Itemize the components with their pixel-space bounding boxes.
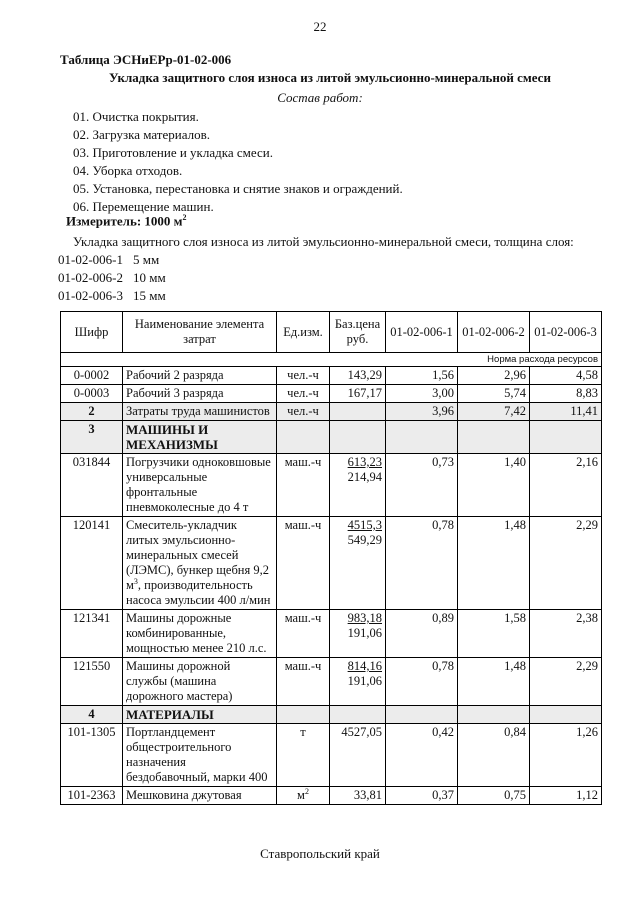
cell-code: 120141 [61,517,123,610]
empty-cell [330,706,386,724]
footer-region: Ставропольский край [260,846,380,861]
price-upper: 613,23 [347,455,382,469]
price-upper: 814,16 [347,659,382,673]
cell-value-2: 0,84 [458,724,530,787]
cell-value-1: 0,78 [386,658,458,706]
cell-price: 167,17 [330,385,386,403]
cell-unit [277,724,330,787]
cell-value-2: 0,75 [458,787,530,805]
works-title: Состав работ: [277,90,363,105]
empty-cell [386,706,458,724]
cell-price [330,610,386,658]
price-upper: 4515,3 [347,518,382,532]
page-number: 22 [313,19,327,34]
header-price: Баз.цена руб. [330,312,386,353]
cell-value-1: 0,78 [386,517,458,610]
section-row-machines [61,421,602,454]
cell-code: 121341 [61,610,123,658]
cell-value-1: 3,00 [386,385,458,403]
section-title: МАТЕРИАЛЫ [123,706,277,724]
works-item: 05. Установка, перестановка и снятие знаков и ограждений. [73,181,403,196]
cell-unit: чел.-ч [277,385,330,403]
cell-name: Затраты труда машинистов [123,403,277,421]
cell-value-3: 4,58 [530,367,602,385]
variant-item [58,269,166,287]
cell-value-2: 1,48 [458,658,530,706]
variant-value: 15 мм [133,288,166,303]
name-sup: 3 [133,576,138,586]
works-item: 03. Приготовление и укладка смеси. [73,145,273,160]
header-unit: Ед.изм. [277,312,330,353]
cell-unit [277,787,330,805]
section-code: 3 [61,421,123,454]
description: Укладка защитного слоя износа из литой эмульсионно-минеральной смеси, толщина слоя: [73,234,574,249]
section-row-materials [61,706,602,724]
norm-label: Норма расхода ресурсов [61,353,602,367]
variant-item [58,287,166,305]
works-item: 04. Уборка отходов. [73,163,183,178]
cell-value-3: 11,41 [530,403,602,421]
measure-sup: 2 [182,213,187,222]
variant-value: 10 мм [133,270,166,285]
variant-item [58,251,166,269]
empty-cell [277,421,330,454]
cell-value-3: 2,16 [530,454,602,517]
cell-value-1: 0,73 [386,454,458,517]
norm-row [61,353,602,367]
cell-name: Портландцемент общестроительного назначения бездобавочный, марки 400 [123,724,277,787]
cell-name [123,517,277,610]
variants-list [58,251,166,305]
cell-code: 2 [61,403,123,421]
table-row [61,787,602,805]
price-upper: 983,18 [347,611,382,625]
variant-code: 01-02-006-2 [58,270,123,285]
cell-value-1: 0,89 [386,610,458,658]
cell-value-2: 1,48 [458,517,530,610]
cell-price [330,403,386,421]
works-item: 01. Очистка покрытия. [73,109,199,124]
cell-name: Машины дорожной службы (машина дорожного мастера) [123,658,277,706]
cell-value-3: 2,38 [530,610,602,658]
resources-table [60,311,602,805]
cell-price [330,517,386,610]
header-col1: 01-02-006-1 [386,312,458,353]
cell-value-2: 5,74 [458,385,530,403]
cell-value-3: 8,83 [530,385,602,403]
cell-unit: маш.-ч [277,454,330,517]
empty-cell [277,706,330,724]
cell-price [330,454,386,517]
cell-name: Машины дорожные комбинированные, мощностью менее 210 л.с. [123,610,277,658]
header-code: Шифр [61,312,123,353]
variant-value: 5 мм [133,252,160,267]
cell-value-1: 0,42 [386,724,458,787]
cell-unit: маш.-ч [277,517,330,610]
cell-unit: маш.-ч [277,610,330,658]
price-lower: 549,29 [347,533,382,547]
cell-price: 4527,05 [330,724,386,787]
header-name: Наименование элемента затрат [123,312,277,353]
cell-value-3: 2,29 [530,658,602,706]
cell-value-1: 3,96 [386,403,458,421]
works-list [73,108,403,216]
cell-value-1: 1,56 [386,367,458,385]
measure-unit [66,213,187,229]
section-code: 4 [61,706,123,724]
table-row [61,610,602,658]
cell-price: 33,81 [330,787,386,805]
table-code: Таблица ЭСНиЕРр-01-02-006 [60,52,232,67]
cell-code: 0-0003 [61,385,123,403]
cell-value-2: 1,58 [458,610,530,658]
measure-label: Измеритель: 1000 м [66,213,183,229]
variant-code: 01-02-006-3 [58,288,123,303]
cell-value-2: 1,40 [458,454,530,517]
cell-value-3: 1,12 [530,787,602,805]
cell-price [330,658,386,706]
section-title: МАШИНЫ И МЕХАНИЗМЫ [123,421,277,454]
variant-code: 01-02-006-1 [58,252,123,267]
cell-value-2: 2,96 [458,367,530,385]
table-row [61,403,602,421]
cell-unit: маш.-ч [277,658,330,706]
unit-sup: 2 [304,786,309,796]
name-part: Смеситель-укладчик литых эмульсионно-минеральных смесей (ЛЭМС), бункер щебня 9,2 м [126,518,269,592]
cell-code: 0-0002 [61,367,123,385]
price-lower: 191,06 [347,674,382,688]
works-item: 02. Загрузка материалов. [73,127,210,142]
table-row [61,454,602,517]
table-header-row [61,312,602,353]
header-col3: 01-02-006-3 [530,312,602,353]
cell-code: 121550 [61,658,123,706]
price-lower: 191,06 [347,626,382,640]
cell-code: 101-2363 [61,787,123,805]
cell-unit: чел.-ч [277,403,330,421]
cell-name: Погрузчики одноковшовые универсальные фронтальные пневмоколесные до 4 т [123,454,277,517]
cell-value-1: 0,37 [386,787,458,805]
header-col2: 01-02-006-2 [458,312,530,353]
table-row [61,367,602,385]
unit-text: м [297,788,305,802]
cell-unit: чел.-ч [277,367,330,385]
table-row [61,724,602,787]
works-item: 06. Перемещение машин. [73,199,214,214]
empty-cell [458,706,530,724]
empty-cell [330,421,386,454]
name-part: , производительность насоса эмульсии 400 л/мин [126,578,271,607]
cell-name: Рабочий 3 разряда [123,385,277,403]
empty-cell [530,706,602,724]
cell-code: 031844 [61,454,123,517]
empty-cell [530,421,602,454]
cell-code: 101-1305 [61,724,123,787]
table-row [61,658,602,706]
cell-price: 143,29 [330,367,386,385]
empty-cell [386,421,458,454]
price-lower: 214,94 [347,470,382,484]
table-row [61,517,602,610]
cell-value-2: 7,42 [458,403,530,421]
cell-value-3: 2,29 [530,517,602,610]
cell-name: Рабочий 2 разряда [123,367,277,385]
cell-value-3: 1,26 [530,724,602,787]
unit-text: т [300,725,306,739]
table-title: Укладка защитного слоя износа из литой эмульсионно-минеральной смеси [109,70,551,85]
empty-cell [458,421,530,454]
table-row [61,385,602,403]
cell-name: Мешковина джутовая [123,787,277,805]
